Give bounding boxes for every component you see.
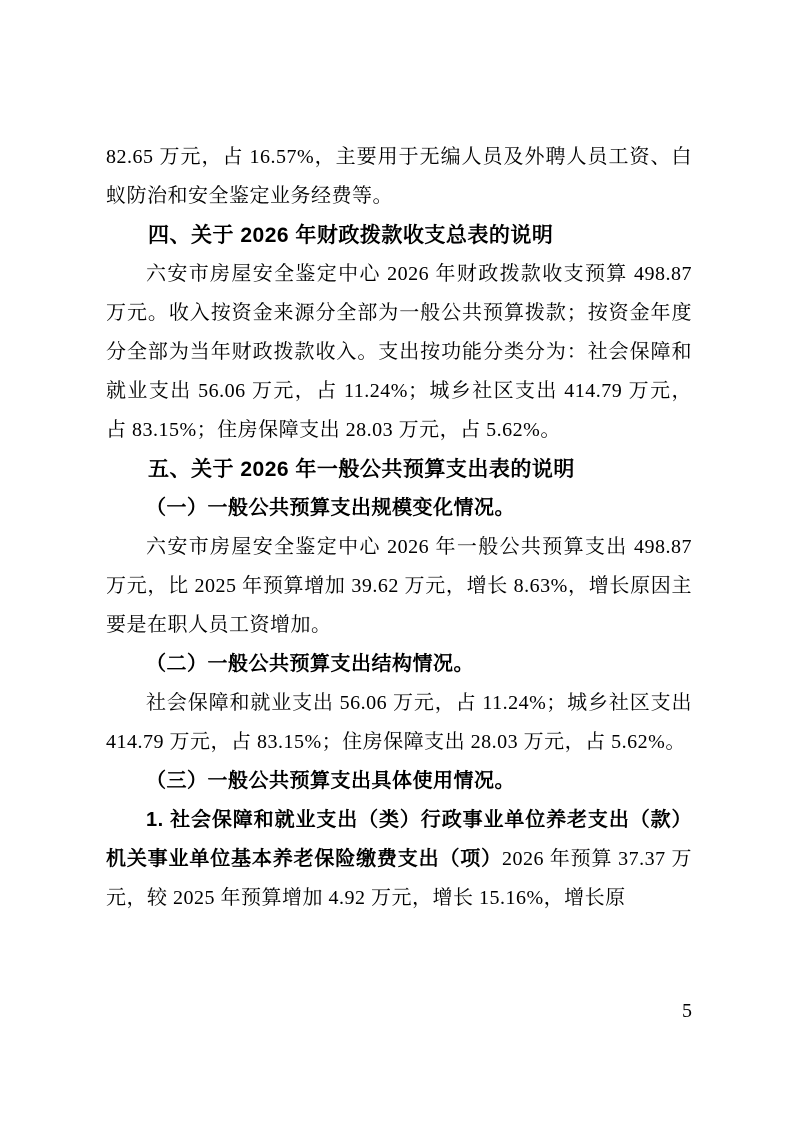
paragraph-continuation: 82.65 万元，占 16.57%，主要用于无编人员及外聘人员工资、白蚁防治和安全鉴定业务经费等。 bbox=[106, 146, 692, 207]
section-heading-4-fiscal-appropriation-summary: 四、关于 2026 年财政拨款收支总表的说明 bbox=[148, 224, 554, 247]
pension-item-detail-run: 2026 年预算 37.37 万元，较 2025 年预算增加 4.92 万元，增长 15.16%，增长原 bbox=[106, 848, 693, 909]
paragraph-expenditure-structure-detail: 社会保障和就业支出 56.06 万元，占 11.24%；城乡社区支出 414.79 万元，占 83.15%；住房保障支出 28.03 万元，占 5.62%。 bbox=[106, 692, 692, 753]
paragraph-item-1-pension-expenditure bbox=[106, 801, 692, 918]
section-heading-5-public-budget-expenditure: 五、关于 2026 年一般公共预算支出表的说明 bbox=[148, 458, 575, 481]
page-number: 5 bbox=[682, 1000, 692, 1022]
pension-item-title-run: 1. 社会保障和就业支出（类）行政事业单位养老支出（款）机关事业单位基本养老保险缴费支出（项） bbox=[106, 809, 692, 870]
paragraph-expenditure-scale-detail: 六安市房屋安全鉴定中心 2026 年一般公共预算支出 498.87 万元，比 2025 年预算增加 39.62 万元，增长 8.63%，增长原因主要是在职人员工资增加。 bbox=[106, 536, 692, 636]
subheading-2-expenditure-structure: （二）一般公共预算支出结构情况。 bbox=[146, 653, 474, 675]
paragraph-fiscal-appropriation-detail: 六安市房屋安全鉴定中心 2026 年财政拨款收支预算 498.87 万元。收入按资金来源分全部为一般公共预算拨款；按资金年度分全部为当年财政拨款收入。支出按功能分类分为：社会保障和就业支出 56.06 万元，占 11.24%；城乡社区支出 414.79 万元，占 83.15%；住房保障支出 28.03 万元，占 5.62%。 bbox=[106, 263, 692, 441]
document-body bbox=[106, 138, 692, 918]
subheading-1-expenditure-scale-change: （一）一般公共预算支出规模变化情况。 bbox=[146, 497, 515, 519]
subheading-3-expenditure-usage: （三）一般公共预算支出具体使用情况。 bbox=[146, 770, 515, 792]
